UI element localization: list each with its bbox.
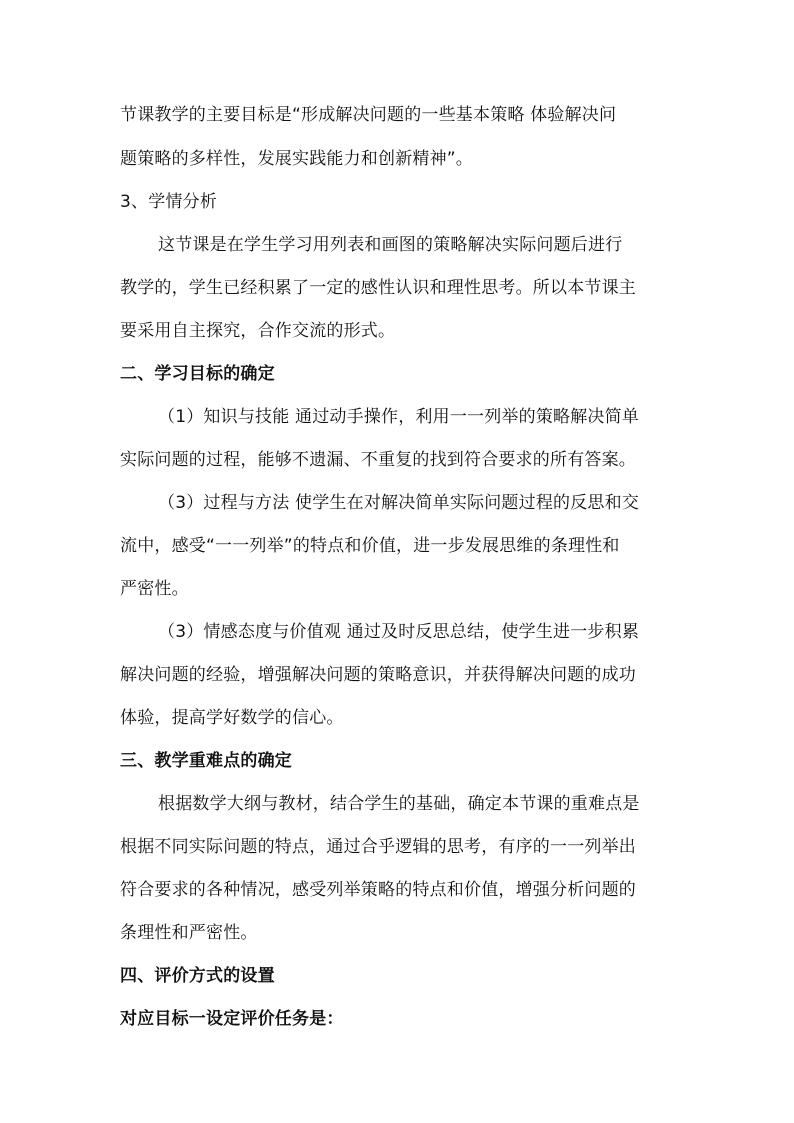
paragraph-line: 体验，提高学好数学的信心。 — [120, 708, 344, 728]
paragraph-line: （3）过程与方法 使学生在对解决简单实际问题过程的反思和交 — [158, 493, 640, 513]
paragraph-line: 要采用自主探究，合作交流的形式。 — [120, 321, 396, 341]
paragraph-line: 实际问题的过程，能够不遗漏、不重复的找到符合要求的所有答案。 — [120, 450, 636, 470]
paragraph-line: 严密性。 — [120, 579, 189, 599]
paragraph-line: 解决问题的经验，增强解决问题的策略意识，并获得解决问题的成功 — [120, 665, 636, 685]
paragraph-line: 根据不同实际问题的特点，通过合乎逻辑的思考，有序的一一列举出 — [120, 837, 636, 857]
paragraph-line: （3）情感态度与价值观 通过及时反思总结，使学生进一步积累 — [158, 622, 640, 642]
paragraph-line: 根据数学大纲与教材，结合学生的基础，确定本节课的重难点是 — [158, 794, 640, 814]
paragraph-line: 条理性和严密性。 — [120, 923, 258, 943]
paragraph-line: 题策略的多样性，发展实践能力和创新精神”。 — [120, 149, 474, 169]
paragraph-line: 节课教学的主要目标是“形成解决问题的一些基本策略 体验解决问 — [120, 105, 617, 125]
paragraph-line: 流中，感受“一一列举”的特点和价值，进一步发展思维的条理性和 — [120, 536, 620, 556]
paragraph-line: 这节课是在学生学习用列表和画图的策略解决实际问题后进行 — [158, 235, 623, 255]
paragraph-line: 教学的，学生已经积累了一定的感性认识和理性思考。所以本节课主 — [120, 278, 636, 298]
paragraph-line: 符合要求的各种情况，感受列举策略的特点和价值，增强分析问题的 — [120, 880, 636, 900]
section-heading: 三、教学重难点的确定 — [120, 751, 292, 771]
paragraph-line: （1）知识与技能 通过动手操作，利用一一列举的策略解决简单 — [158, 407, 640, 427]
section-heading: 对应目标一设定评价任务是： — [120, 1009, 344, 1029]
section-heading: 二、学习目标的确定 — [120, 364, 275, 384]
section-heading: 3、学情分析 — [120, 192, 218, 212]
section-heading: 四、评价方式的设置 — [120, 966, 275, 986]
